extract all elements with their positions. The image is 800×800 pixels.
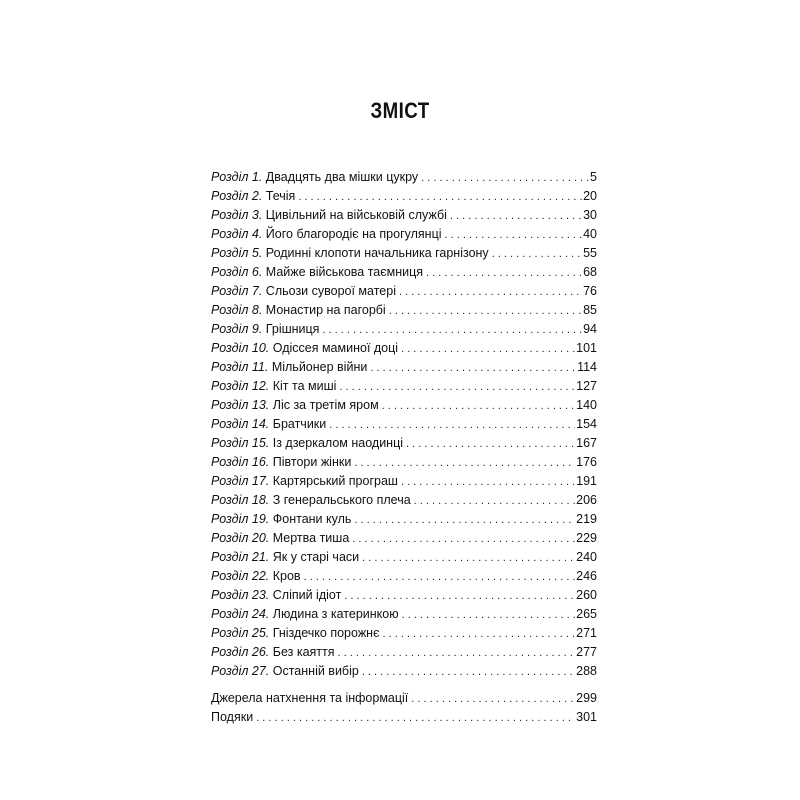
toc-entry-label	[211, 624, 379, 643]
chapter-number: Розділ 9.	[211, 322, 263, 336]
toc-entry	[211, 643, 597, 662]
page-number: 246	[576, 569, 597, 583]
toc-entry-label	[211, 529, 349, 548]
toc-entry-label	[211, 244, 489, 263]
toc-entry-title: Монастир на пагорбі	[265, 303, 386, 317]
toc-entry-title: Фонтани куль	[272, 512, 352, 526]
page-number: 55	[583, 246, 597, 260]
toc-entry-title: Сліпий ідіот	[272, 588, 342, 602]
toc-entry	[211, 244, 597, 263]
toc-entry-title: Майже військова таємниця	[265, 265, 424, 279]
chapter-number: Розділ 7.	[211, 284, 263, 298]
toc-entry-title: Родинні клопоти начальника гарнізону	[265, 246, 489, 260]
dot-leader	[354, 454, 575, 473]
table-of-contents	[211, 168, 597, 727]
chapter-number: Розділ 26.	[211, 645, 270, 659]
chapter-number: Розділ 23.	[211, 588, 270, 602]
chapter-number: Розділ 27.	[211, 664, 270, 678]
toc-entry-title: Його благородіє на прогулянці	[265, 227, 442, 241]
toc-entry-title: Ліс за третім яром	[272, 398, 379, 412]
chapter-number: Розділ 22.	[211, 569, 270, 583]
toc-entry	[211, 225, 597, 244]
toc-entry-title: Мертва тиша	[272, 531, 350, 545]
page-number: 219	[576, 512, 597, 526]
toc-entry	[211, 339, 597, 358]
chapter-number: Розділ 4.	[211, 227, 263, 241]
toc-entry-label	[211, 339, 398, 358]
toc-entry-title: Подяки	[211, 710, 254, 724]
page-number: 140	[576, 398, 597, 412]
toc-entry-label	[211, 282, 396, 301]
chapter-number: Розділ 14.	[211, 417, 270, 431]
page-number: 167	[576, 436, 597, 450]
toc-entry-title: Картярський програш	[272, 474, 398, 488]
dot-leader	[401, 473, 575, 492]
chapter-number: Розділ 16.	[211, 455, 270, 469]
toc-entry	[211, 662, 597, 681]
dot-leader	[421, 169, 589, 188]
dot-leader	[414, 492, 575, 511]
chapter-number: Розділ 11.	[211, 360, 269, 374]
dot-leader	[352, 530, 575, 549]
toc-entry-label	[211, 168, 418, 187]
chapter-number: Розділ 6.	[211, 265, 263, 279]
toc-entry-title: Братчики	[272, 417, 327, 431]
page-number: 265	[576, 607, 597, 621]
toc-entry	[211, 624, 597, 643]
toc-entry-label	[211, 689, 408, 708]
toc-entry-title: Кров	[272, 569, 301, 583]
toc-entry-label	[211, 643, 335, 662]
toc-entry-title: Як у старі часи	[272, 550, 360, 564]
chapter-number: Розділ 24.	[211, 607, 270, 621]
toc-entry-title: Гніздечко порожнє	[272, 626, 380, 640]
toc-entry	[211, 396, 597, 415]
toc-entry-label	[211, 358, 367, 377]
dot-leader	[426, 264, 582, 283]
toc-entry-label	[211, 548, 359, 567]
dot-leader	[344, 587, 575, 606]
dot-leader	[338, 644, 576, 663]
toc-entry-label	[211, 662, 359, 681]
toc-entry	[211, 453, 597, 472]
toc-entry-label	[211, 472, 398, 491]
toc-entry-label	[211, 225, 442, 244]
dot-leader	[298, 188, 582, 207]
page-number: 260	[576, 588, 597, 602]
page-number: 288	[576, 664, 597, 678]
toc-entry-title: Із дзеркалом наодинці	[272, 436, 404, 450]
dot-leader	[382, 625, 575, 644]
toc-entry	[211, 510, 597, 529]
chapter-number: Розділ 2.	[211, 189, 263, 203]
page-number: 240	[576, 550, 597, 564]
page-number: 271	[576, 626, 597, 640]
dot-leader	[370, 359, 576, 378]
dot-leader	[401, 340, 575, 359]
dot-leader	[492, 245, 582, 264]
page-number: 5	[590, 170, 597, 184]
dot-leader	[402, 606, 576, 625]
toc-entry-label	[211, 453, 351, 472]
toc-entry-title: Без каяття	[272, 645, 335, 659]
dot-leader	[362, 549, 575, 568]
page-number: 40	[583, 227, 597, 241]
toc-entry-label	[211, 586, 341, 605]
dot-leader	[322, 321, 582, 340]
toc-entry	[211, 320, 597, 339]
toc-entry-title: Останній вибір	[272, 664, 359, 678]
page-number: 127	[576, 379, 597, 393]
page-number: 85	[583, 303, 597, 317]
chapter-number: Розділ 1.	[211, 170, 263, 184]
page-number: 101	[576, 341, 597, 355]
toc-entry-title: Течія	[265, 189, 296, 203]
toc-entry-label	[211, 415, 326, 434]
dot-leader	[339, 378, 575, 397]
page-number: 301	[576, 710, 597, 724]
toc-entry	[211, 586, 597, 605]
toc-entry-title: Грішниця	[265, 322, 320, 336]
toc-entry	[211, 168, 597, 187]
toc-entry	[211, 567, 597, 586]
toc-entry-label	[211, 491, 411, 510]
page-number: 94	[583, 322, 597, 336]
page-number: 229	[576, 531, 597, 545]
dot-leader	[445, 226, 583, 245]
chapter-number: Розділ 10.	[211, 341, 270, 355]
toc-entry-title: Людина з катеринкою	[272, 607, 399, 621]
chapter-number: Розділ 18.	[211, 493, 270, 507]
dot-leader	[450, 207, 582, 226]
section-gap	[211, 681, 597, 689]
toc-entry-title: Одіссея маминої доці	[272, 341, 399, 355]
page-number: 277	[576, 645, 597, 659]
dot-leader	[362, 663, 575, 682]
chapter-number: Розділ 12.	[211, 379, 270, 393]
toc-entry-title: Сльози суворої матері	[265, 284, 396, 298]
chapter-number: Розділ 5.	[211, 246, 263, 260]
page-number: 30	[583, 208, 597, 222]
page-number: 76	[583, 284, 597, 298]
toc-entry-label	[211, 567, 301, 586]
toc-entry	[211, 529, 597, 548]
dot-leader	[389, 302, 582, 321]
toc-entry	[211, 491, 597, 510]
page-number: 114	[577, 360, 597, 374]
page-title: ЗМІСТ	[370, 98, 430, 123]
toc-entry-label	[211, 301, 386, 320]
toc-entry	[211, 605, 597, 624]
chapter-number: Розділ 20.	[211, 531, 270, 545]
page-number: 20	[583, 189, 597, 203]
page-number: 154	[576, 417, 597, 431]
chapter-number: Розділ 19.	[211, 512, 270, 526]
toc-entry-label	[211, 605, 399, 624]
toc-entry	[211, 301, 597, 320]
dot-leader	[304, 568, 576, 587]
toc-entry-label	[211, 708, 253, 727]
dot-leader	[354, 511, 575, 530]
toc-entry	[211, 472, 597, 491]
toc-entry-label	[211, 377, 336, 396]
toc-entry-label	[211, 320, 319, 339]
toc-entry	[211, 282, 597, 301]
toc-entry	[211, 708, 597, 727]
toc-entry	[211, 377, 597, 396]
page-number: 191	[576, 474, 597, 488]
chapter-number: Розділ 8.	[211, 303, 263, 317]
toc-entry	[211, 358, 597, 377]
chapter-number: Розділ 25.	[211, 626, 270, 640]
chapter-number: Розділ 17.	[211, 474, 270, 488]
dot-leader	[411, 690, 575, 709]
chapter-number: Розділ 3.	[211, 208, 263, 222]
chapter-number: Розділ 13.	[211, 398, 270, 412]
toc-entry-title: Двадцять два мішки цукру	[265, 170, 419, 184]
page-number: 68	[583, 265, 597, 279]
toc-entry-label	[211, 510, 351, 529]
dot-leader	[399, 283, 582, 302]
dot-leader	[256, 709, 575, 728]
toc-entry-title: Мільйонер війни	[271, 360, 368, 374]
toc-entry	[211, 187, 597, 206]
toc-entry	[211, 689, 597, 708]
toc-entry-title: Півтори жінки	[272, 455, 352, 469]
toc-entry-label	[211, 187, 295, 206]
chapter-number: Розділ 21.	[211, 550, 270, 564]
toc-entry-title: З генеральського плеча	[272, 493, 411, 507]
toc-entry-label	[211, 396, 379, 415]
page-number: 206	[576, 493, 597, 507]
toc-entry-label	[211, 263, 423, 282]
dot-leader	[406, 435, 575, 454]
dot-leader	[382, 397, 575, 416]
toc-entry	[211, 434, 597, 453]
chapter-number: Розділ 15.	[211, 436, 270, 450]
toc-entry-title: Цивільний на військовій службі	[265, 208, 447, 222]
toc-entry-label	[211, 206, 447, 225]
page-number: 176	[576, 455, 597, 469]
dot-leader	[329, 416, 575, 435]
toc-entry	[211, 548, 597, 567]
toc-entry	[211, 206, 597, 225]
toc-entry-label	[211, 434, 403, 453]
toc-entry-title: Кіт та миші	[272, 379, 337, 393]
toc-entry	[211, 415, 597, 434]
toc-entry	[211, 263, 597, 282]
page-number: 299	[576, 691, 597, 705]
toc-entry-title: Джерела натхнення та інформації	[211, 691, 409, 705]
